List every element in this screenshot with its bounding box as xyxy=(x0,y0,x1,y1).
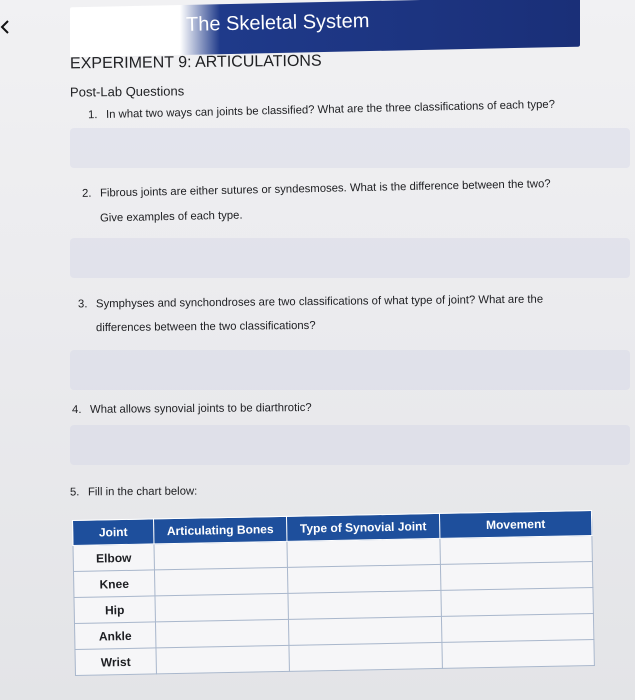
joint-name: Knee xyxy=(73,570,154,598)
question-1 xyxy=(88,99,555,122)
question-text: Fibrous joints are either sutures or syndesmoses. What is the difference between the two? xyxy=(99,178,551,200)
answer-cell[interactable] xyxy=(154,567,287,596)
answer-cell[interactable] xyxy=(288,616,441,645)
answer-cell[interactable] xyxy=(440,536,592,565)
experiment-title: EXPERIMENT 9: ARTICULATIONS xyxy=(69,52,322,73)
answer-cell[interactable] xyxy=(289,642,442,671)
answer-cell[interactable] xyxy=(154,541,287,570)
answer-cell[interactable] xyxy=(442,640,594,669)
answer-cell[interactable] xyxy=(287,564,440,593)
answer-cell[interactable] xyxy=(441,588,593,617)
question-number: 1. xyxy=(87,109,98,122)
joint-name: Elbow xyxy=(73,544,154,572)
joint-name: Ankle xyxy=(74,622,155,650)
answer-cell[interactable] xyxy=(155,593,288,622)
answer-space-2 xyxy=(70,238,630,278)
question-2-line-2: Give examples of each type. xyxy=(99,209,243,225)
col-header-movement: Movement xyxy=(439,511,591,539)
answer-space-4 xyxy=(70,425,630,465)
page-edge-chevron-icon xyxy=(0,20,10,34)
joint-chart xyxy=(72,510,595,676)
joint-name: Wrist xyxy=(75,648,156,676)
question-text: In what two ways can joints be classified? What are the three classifications of each type? xyxy=(105,98,556,121)
joint-name: Hip xyxy=(74,596,155,624)
question-number: 5. xyxy=(69,486,80,499)
question-number: 3. xyxy=(77,298,88,311)
question-5 xyxy=(70,486,197,499)
answer-space-3 xyxy=(70,350,630,390)
col-header-articulating-bones: Articulating Bones xyxy=(153,516,286,544)
question-text: Fill in the chart below: xyxy=(87,485,198,499)
answer-cell[interactable] xyxy=(441,614,593,643)
question-3-line-2: differences between the two classifications? xyxy=(95,319,316,335)
section-heading: Post-Lab Questions xyxy=(69,83,185,100)
question-4 xyxy=(72,402,312,416)
answer-space-1 xyxy=(70,128,630,168)
answer-cell[interactable] xyxy=(287,538,440,567)
page-title: The Skeletal System xyxy=(185,10,370,36)
question-text: Symphyses and synchondroses are two classifications of what type of joint? What are the xyxy=(95,293,544,311)
question-number: 4. xyxy=(71,403,82,417)
answer-cell[interactable] xyxy=(288,590,441,619)
question-3 xyxy=(78,294,543,311)
col-header-synovial-type: Type of Synovial Joint xyxy=(286,513,439,541)
question-2 xyxy=(82,178,551,200)
answer-cell[interactable] xyxy=(156,645,289,674)
answer-cell[interactable] xyxy=(155,619,288,648)
answer-cell[interactable] xyxy=(440,562,592,591)
question-text: What allows synovial joints to be diarthrotic? xyxy=(89,401,312,416)
col-header-joint: Joint xyxy=(73,519,154,546)
question-number: 2. xyxy=(81,187,92,200)
